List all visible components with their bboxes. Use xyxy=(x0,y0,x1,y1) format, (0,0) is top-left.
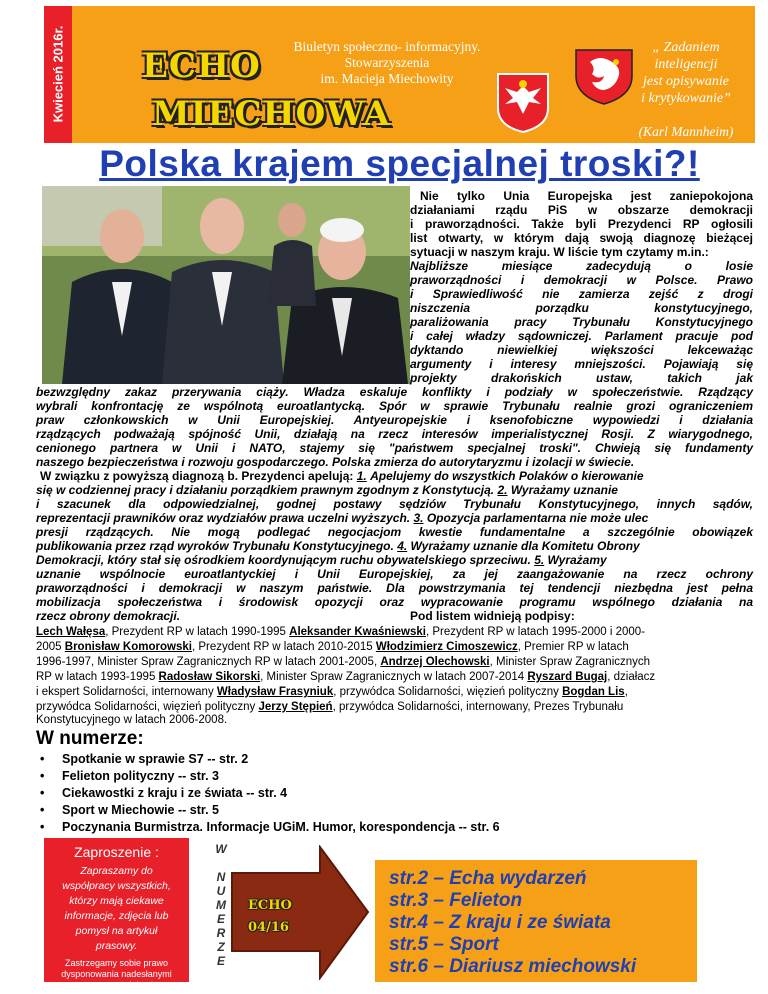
appeal-number: 3. xyxy=(413,511,424,525)
poland-coat-of-arms-icon xyxy=(494,72,552,134)
toc-item-label: Poczynania Burmistrza. Informacje UGiM. Humor, korespondencja -- str. 6 xyxy=(62,820,500,834)
signature-line xyxy=(36,625,645,639)
signatory-desc: i ekspert Solidarności, internowany xyxy=(36,686,217,698)
article-line: Nie tylko Unia Europejska jest zaniepokojona xyxy=(420,189,753,203)
signature-line xyxy=(36,700,623,714)
vertical-gap xyxy=(214,856,228,870)
signatory-name: Włodzimierz Cimoszewicz xyxy=(375,641,518,653)
bullet-icon: • xyxy=(40,769,45,783)
quote-line: naszego bezpieczeństwa i rozwoju gospodarczego. Polska zmierza do autorytaryzmu i izolacji w świecie. xyxy=(36,455,635,469)
appeal-line xyxy=(36,539,640,553)
appeal-text: reprezentacji prawników oraz wydziałów prawa uczelni wyższych. xyxy=(36,511,411,525)
article-line: list otwarty, w którym dają swoją diagnozę bieżącej xyxy=(410,231,753,245)
signature-line xyxy=(36,670,655,684)
signatory-name: Bogdan Lis xyxy=(562,686,625,698)
masthead xyxy=(44,6,755,143)
pages-line[interactable]: str.4 – Z kraju i ze świata xyxy=(389,912,611,933)
invitation-line: Zapraszamy do xyxy=(80,865,153,877)
toc-item[interactable] xyxy=(40,786,288,800)
toc-item[interactable] xyxy=(40,769,219,783)
pages-line[interactable]: str.6 – Diariusz miechowski xyxy=(389,956,637,977)
invitation-line: współpracy wszystkich, xyxy=(62,880,171,892)
vertical-letter: R xyxy=(216,926,226,940)
signatory-name: Ryszard Bugaj xyxy=(527,671,608,683)
quote-line: „ Zadaniem xyxy=(652,40,720,55)
appeal-line: uznanie wspólnocie euroatlantyckiej i Unii Europejskiej, za jej zaangażowanie na rzecz ochrony xyxy=(36,567,753,581)
toc-item-label: Felieton polityczny -- str. 3 xyxy=(62,769,219,783)
signature-line xyxy=(36,640,629,654)
vertical-letter: E xyxy=(216,954,225,968)
toc-item[interactable] xyxy=(40,803,219,817)
signatory-desc: , Prezydent RP w latach 2010-2015 xyxy=(191,641,376,653)
bulletin-line: Stowarzyszenia xyxy=(344,55,430,70)
invitation-title: Zaproszenie : xyxy=(74,844,159,860)
appeal-text: Wyrażamy uznanie dla Komitetu Obrony xyxy=(410,539,640,553)
pages-line[interactable]: str.2 – Echa wydarzeń xyxy=(389,868,587,889)
appeal-line xyxy=(40,469,644,483)
appeal-line xyxy=(36,553,607,567)
signatory-desc: , Premier RP w latach xyxy=(517,641,629,653)
issue-date: Kwiecień 2016r. xyxy=(50,25,66,123)
quote-line: Najbliższe miesiące zadecydują o losie xyxy=(410,259,753,273)
appeal-line: rzecz obrony demokracji. xyxy=(36,609,181,623)
signatory-desc: przywódca Solidarności, więzień polityczny xyxy=(36,701,259,713)
signatory-desc: , przywódca Solidarności, więzień polityczny xyxy=(333,686,563,698)
appeal-number: 2. xyxy=(497,483,508,497)
masthead-title-miechowa: MIECHOWA xyxy=(152,94,391,134)
signatory-desc: RP w latach 1993-1995 xyxy=(36,671,159,683)
appeal-text: Wyrażamy xyxy=(547,553,607,567)
quote-line: dyktando niewielkiej większości lekceważąc xyxy=(410,343,753,357)
quote-line: i całej władzy sądowniczej. Parlament pracuje pod xyxy=(410,329,753,343)
appeal-number: 4. xyxy=(397,539,408,553)
vertical-word xyxy=(214,842,228,968)
signatory-name: Andrzej Olechowski xyxy=(380,656,490,668)
appeal-line xyxy=(36,483,618,497)
invitation-note-line: dysponowania nadesłanymi xyxy=(61,969,172,979)
signatory-desc: , przywódca Solidarności, internowany, Prezes Trybunału xyxy=(332,701,624,713)
quote-line: bezwzględny zakaz przerywania ciąży. Władza eskaluje konflikty i podziały w społeczeństwie. Rządzący xyxy=(36,385,753,399)
arrow-echo-label: ECHO xyxy=(248,898,292,913)
article-photo xyxy=(42,186,410,384)
invitation-box xyxy=(44,838,189,990)
quote-line: inteligencji xyxy=(654,57,718,72)
article-line: i praworządności. Także byli Prezydenci RP ogłosili xyxy=(410,217,753,231)
signatory-name: Władysław Frasyniuk xyxy=(216,686,334,698)
vertical-letter: E xyxy=(216,912,225,926)
headline: Polska krajem specjalnej troski?! xyxy=(99,143,700,184)
bullet-icon: • xyxy=(40,820,45,834)
toc-item[interactable] xyxy=(40,820,500,834)
invitation-line: informacje, zdjęcia lub xyxy=(64,910,169,922)
signatory-desc: , Prezydent RP w latach 1990-1995 xyxy=(105,626,290,638)
invitation-note-line: pocztą materiałami. xyxy=(77,980,156,990)
appeal-line: i szacunek dla odpowiedzialnej, godnej postawy sędziów Trybunału Konstytucyjnego, innych sądów, xyxy=(36,497,753,511)
signatory-desc: , Minister Spraw Zagranicznych xyxy=(489,656,651,668)
signatory-name: Aleksander Kwaśniewski xyxy=(289,626,426,638)
appeal-text: Opozycja parlamentarna nie może ulec xyxy=(426,511,649,525)
signature-line xyxy=(36,655,650,669)
vertical-letter: Z xyxy=(217,940,225,954)
quote-line: projekty drakońskich ustaw, takich jak xyxy=(410,371,753,385)
bulletin-line: im. Macieja Miechowity xyxy=(320,71,454,86)
signatory-name: Jerzy Stępień xyxy=(258,701,333,713)
appeal-text: Apelujemy do wszystkich Polaków o kierowanie xyxy=(370,469,644,483)
bullet-icon: • xyxy=(40,803,45,817)
quote-line: i krytykowanie” xyxy=(641,91,731,106)
arrow-issue-label: 04/16 xyxy=(248,920,289,935)
appeal-line: presji rządzących. Nie mogą podlegać negocjacjom kwestie fundamentalne a szczególnie obowiązek xyxy=(36,525,753,539)
bullet-icon: • xyxy=(40,786,45,800)
miechow-coat-of-arms-icon xyxy=(570,46,638,106)
quote-line: jest opisywanie xyxy=(643,74,729,89)
signatory-desc: , Prezydent RP w latach 1995-2000 i 2000- xyxy=(425,626,646,638)
invitation-line: którzy mają ciekawe xyxy=(69,895,164,907)
article-line: sytuacji w naszym kraju. W liście tym czytamy m.in.: xyxy=(410,245,709,259)
signatory-name: Lech Wałęsa xyxy=(36,626,106,638)
invitation-body xyxy=(44,864,189,954)
appeal-line: praworządności i demokracji w naszym państwie. Dla powstrzymania tej tendencji niezbędna jest pełna xyxy=(36,581,753,595)
masthead-banner xyxy=(72,6,755,143)
contents-heading: W numerze: xyxy=(36,728,144,749)
quote-line: rządzących podważają spójność Unii, działają na rzecz interesów imperialistycznej Rosji. Z wiarygodnego, xyxy=(36,427,753,441)
toc-item-label: Sport w Miechowie -- str. 5 xyxy=(62,803,219,817)
quote-line: cenionego partnera w Unii i NATO, stajemy się "państwem specjalnej troski". Chwieją się fundamenty xyxy=(36,441,753,455)
pages-line[interactable]: str.5 – Sport xyxy=(389,934,499,955)
appeal-text: Wyrażamy uznanie xyxy=(510,483,618,497)
quote-line: i Sprawiedliwość nie zamierza zejść z drogi xyxy=(410,287,753,301)
invitation-note-line: Zastrzegamy sobie prawo xyxy=(64,958,169,968)
quote-line: praw członkowskich w Unii Europejskiej. Antyeuropejskie i ksenofobiczne wypowiedzi i działania xyxy=(36,413,753,427)
appeal-number: 1. xyxy=(356,469,367,483)
quote-line: paraliżowania pracy Trybunału Konstytucyjnego xyxy=(410,315,753,329)
date-strip xyxy=(44,6,72,143)
appeal-text: publikowania przez rząd wyroków Trybunału Konstytucyjnego. xyxy=(36,539,394,553)
vertical-letter: N xyxy=(216,870,226,884)
signatory-name: Radosław Sikorski xyxy=(158,671,261,683)
vertical-letter: U xyxy=(216,884,226,898)
appeal-line xyxy=(36,511,648,525)
appeal-intro: W związku z powyższą diagnozą b. Prezydenci apelują: xyxy=(40,469,354,483)
quote-author: (Karl Mannheim) xyxy=(638,124,734,139)
bulletin-subtitle xyxy=(267,39,507,87)
signatory-desc: 1996-1997, Minister Spraw Zagranicznych RP w latach 2001-2005, xyxy=(36,656,381,668)
signatory-desc: 2005 xyxy=(36,641,65,653)
quote-line: praworządności i demokracji w Polsce. Prawo xyxy=(410,273,753,287)
signatory-desc: , działacz xyxy=(607,671,656,683)
masthead-quote xyxy=(630,39,742,107)
pages-line[interactable]: str.3 – Felieton xyxy=(389,890,523,911)
signature-line: Konstytucyjnego w latach 2006-2008. xyxy=(36,714,228,726)
quote-line: wybrali konfrontację ze wspólnotą euroatlantycką. Spór w sprawie Trybunału realnie grozi ograniczeniem xyxy=(36,399,753,413)
signatory-name: Bronisław Komorowski xyxy=(64,641,192,653)
appeal-number: 5. xyxy=(534,553,545,567)
invitation-line: pomysł na artykuł xyxy=(75,925,158,937)
signatures-label: Pod listem widnieją podpisy: xyxy=(410,609,575,623)
toc-item-label: Ciekawostki z kraju i ze świata -- str. 4 xyxy=(62,786,288,800)
signatory-desc: , xyxy=(624,686,628,698)
toc-item-label: Spotkanie w sprawie S7 -- str. 2 xyxy=(62,752,249,766)
bulletin-line: Biuletyn społeczno- informacyjny. xyxy=(293,39,481,54)
quote-line: argumenty i interesy mniejszości. Pojawiają się xyxy=(410,357,753,371)
vertical-letter: M xyxy=(216,898,226,912)
appeal-text: Demokracji, który stał się ośrodkiem koordynującym ruchu obywatelskiego sprzeciwu. xyxy=(36,553,531,567)
vertical-letter: W xyxy=(215,842,227,856)
invitation-line: prasowy. xyxy=(95,940,138,952)
masthead-title-echo: ECHO xyxy=(142,46,261,86)
toc-item[interactable] xyxy=(40,752,249,766)
quote-line: niszczenia porządku konstytucyjnego, xyxy=(410,301,753,315)
signature-line xyxy=(36,685,628,699)
invitation-note xyxy=(44,958,189,991)
bullet-icon: • xyxy=(40,752,45,766)
article-line: działaniami rządu PiS w obszarze demokracji xyxy=(410,203,753,217)
signatory-desc: , Minister Spraw Zagranicznych w latach 2007-2014 xyxy=(260,671,528,683)
appeal-text: się w codziennej pracy i działaniu porządkiem prawnym zgodnym z Konstytucją. xyxy=(36,483,495,497)
appeal-line: mobilizacja społeczeństwa i środowisk opozycji oraz wypracowanie programu wspólnego działania na xyxy=(36,595,753,609)
pages-box xyxy=(375,860,697,982)
